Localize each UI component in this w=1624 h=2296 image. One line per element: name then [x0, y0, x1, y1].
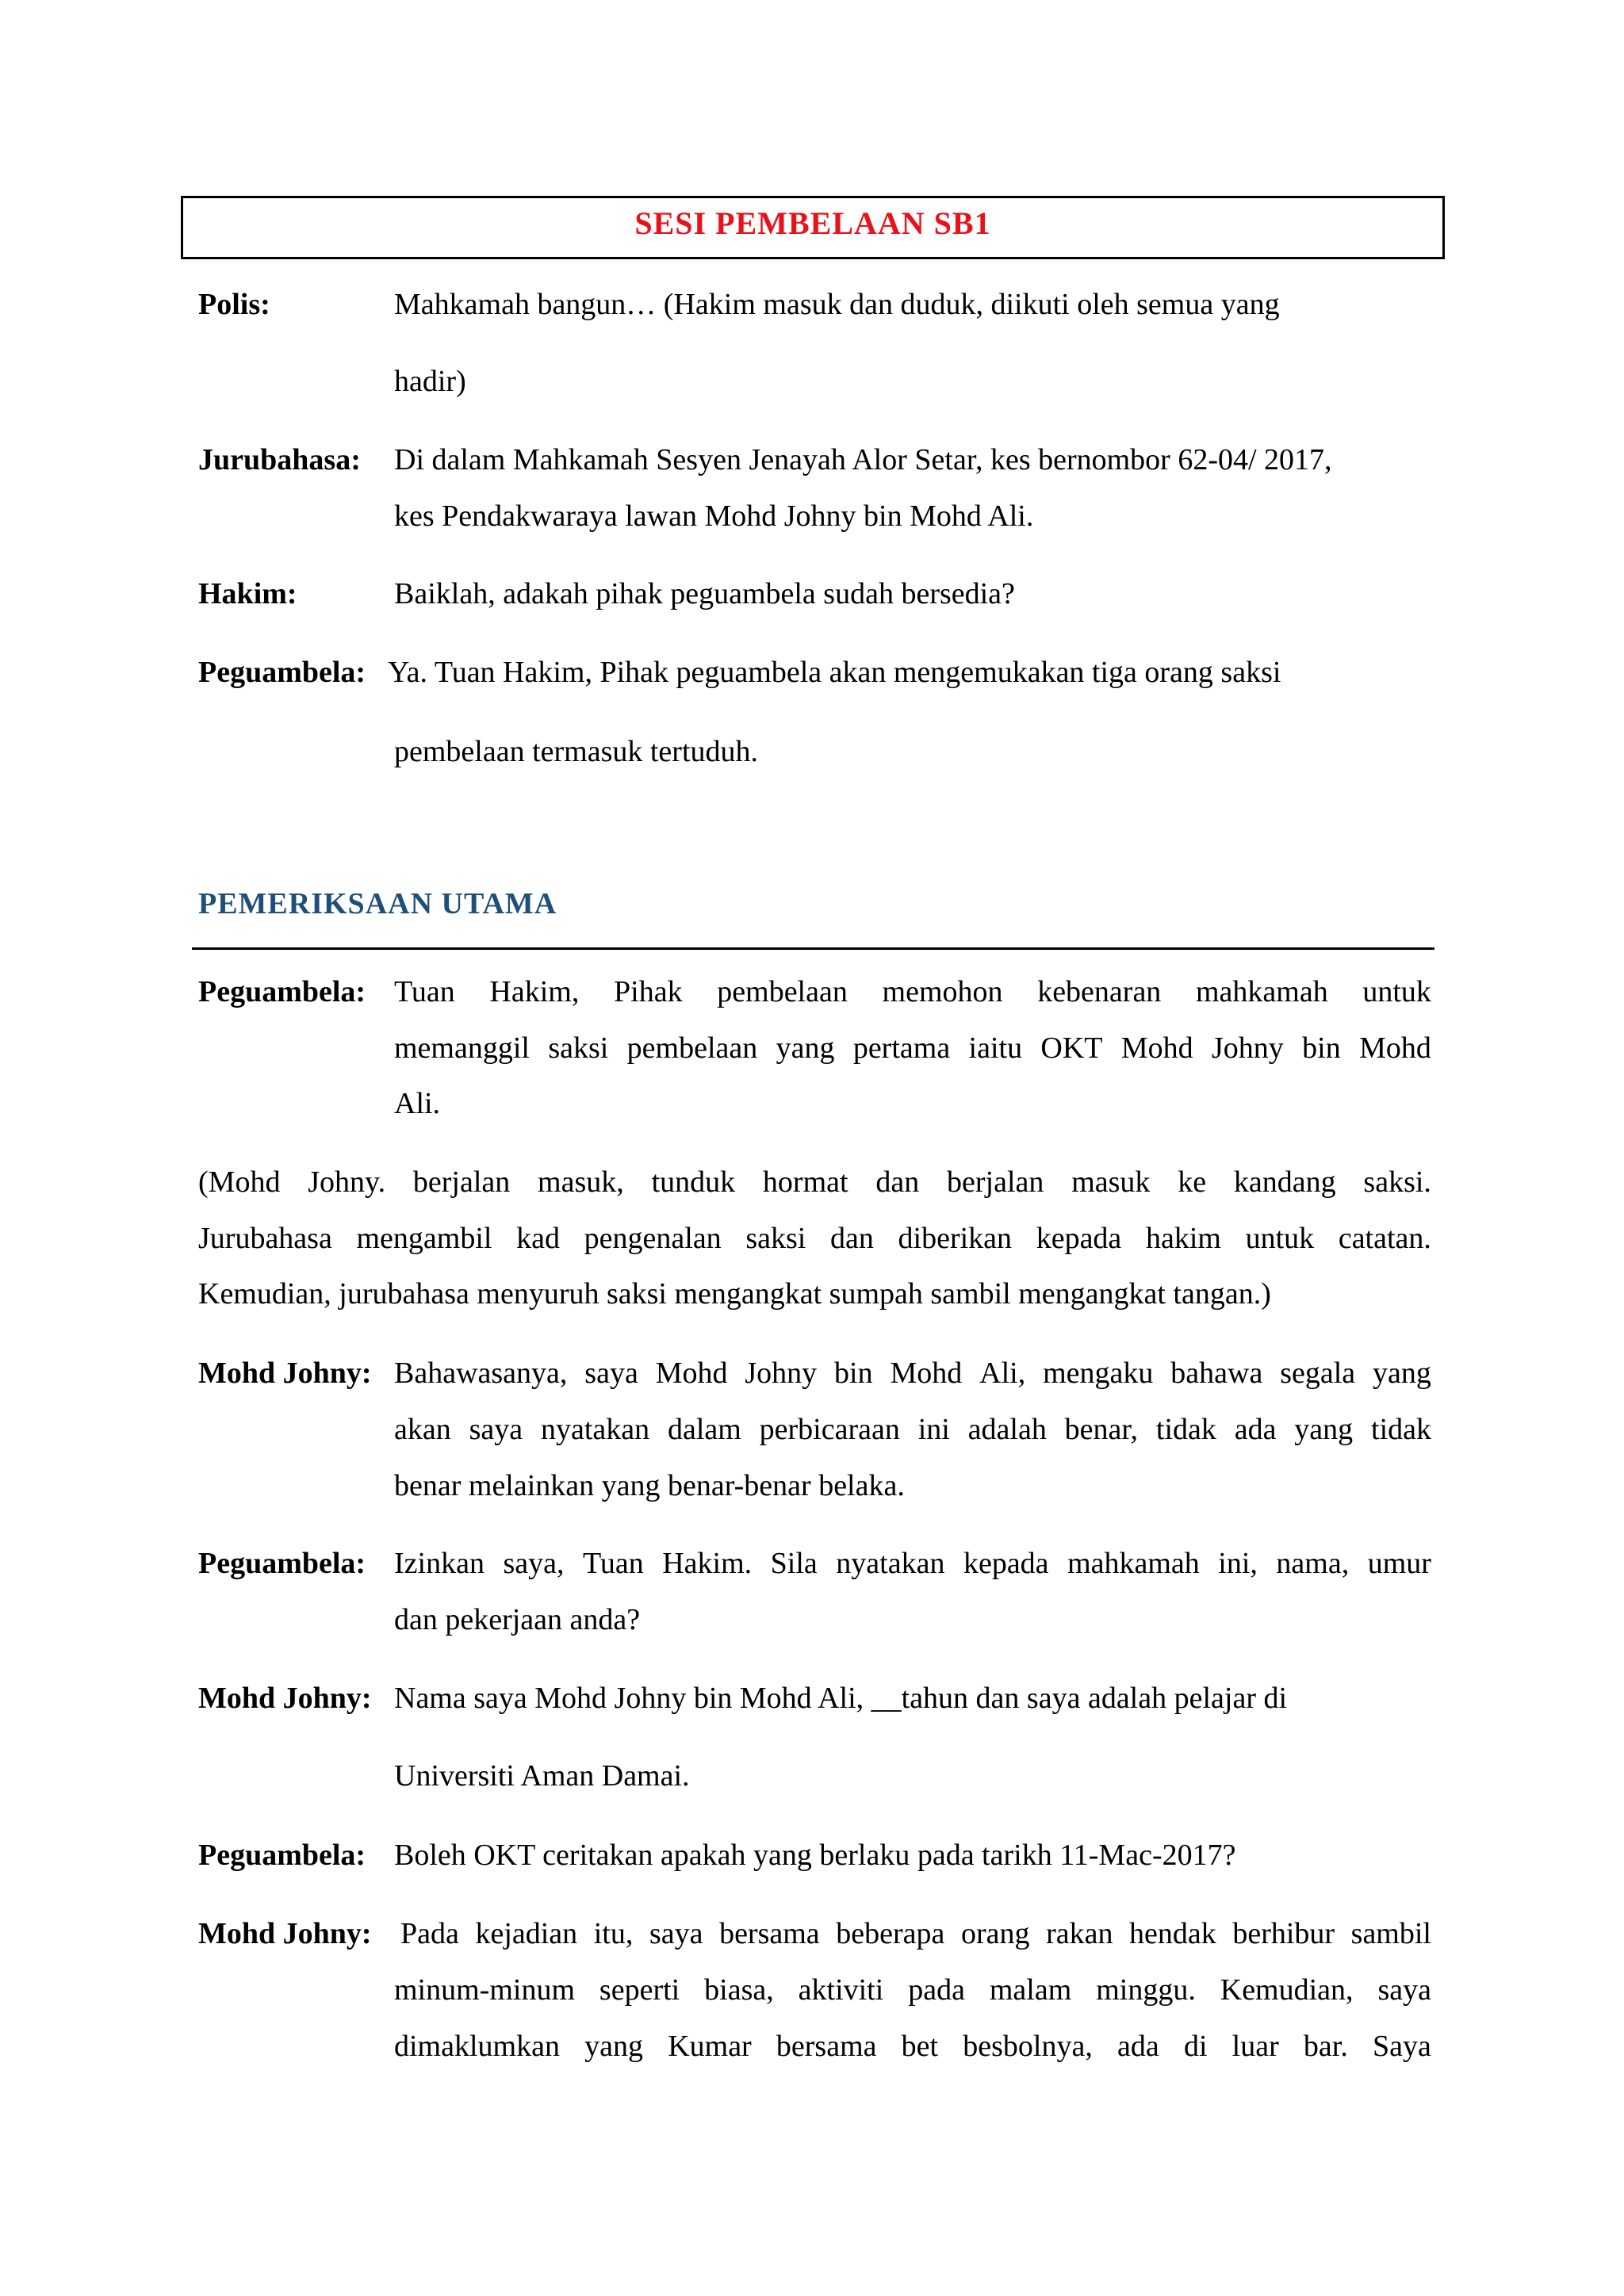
dialogue-line: Di dalam Mahkamah Sesyen Jenayah Alor Setar, kes bernombor 62-04/ 2017, — [394, 443, 1332, 476]
dialogue-line: dan pekerjaan anda? — [394, 1603, 641, 1636]
speaker-mohd-johny: Mohd Johny: — [198, 1357, 372, 1390]
dialogue-line: dimaklumkan yang Kumar bersama bet besbolnya, ada di luar bar. Saya — [394, 2030, 1431, 2063]
title-box — [181, 196, 1445, 259]
dialogue-line: minum-minum seperti biasa, aktiviti pada malam minggu. Kemudian, saya — [394, 1973, 1431, 2007]
dialogue-line: benar melainkan yang benar-benar belaka. — [394, 1469, 905, 1502]
dialogue-line: Ya. Tuan Hakim, Pihak peguambela akan mengemukakan tiga orang saksi — [388, 656, 1281, 689]
speaker-hakim: Hakim: — [198, 577, 297, 610]
dialogue-line: memanggil saksi pembelaan yang pertama iaitu OKT Mohd Johny bin Mohd — [394, 1031, 1431, 1065]
speaker-mohd-johny: Mohd Johny: — [198, 1682, 372, 1715]
stage-direction-line: Kemudian, jurubahasa menyuruh saksi mengangkat sumpah sambil mengangkat tangan.) — [198, 1277, 1271, 1311]
dialogue-line: Mahkamah bangun… (Hakim masuk dan duduk, diikuti oleh semua yang — [394, 288, 1280, 321]
speaker-peguambela: Peguambela: — [198, 1547, 366, 1580]
speaker-peguambela: Peguambela: — [198, 975, 366, 1008]
dialogue-line: Pada kejadian itu, saya bersama beberapa orang rakan hendak berhibur sambil — [400, 1917, 1431, 1950]
dialogue-line: Bahawasanya, saya Mohd Johny bin Mohd Ali, mengaku bahawa segala yang — [394, 1357, 1431, 1390]
section-heading: PEMERIKSAAN UTAMA — [198, 887, 557, 920]
page-title: SESI PEMBELAAN SB1 — [634, 205, 991, 241]
dialogue-line: Boleh OKT ceritakan apakah yang berlaku pada tarikh 11-Mac-2017? — [394, 1839, 1236, 1872]
dialogue-line: akan saya nyatakan dalam perbicaraan ini adalah benar, tidak ada yang tidak — [394, 1413, 1431, 1446]
dialogue-line: hadir) — [394, 365, 466, 398]
dialogue-line: kes Pendakwaraya lawan Mohd Johny bin Mohd Ali. — [394, 499, 1034, 533]
dialogue-line: Universiti Aman Damai. — [394, 1759, 690, 1793]
stage-direction-line: (Mohd Johny. berjalan masuk, tunduk hormat dan berjalan masuk ke kandang saksi. — [198, 1165, 1431, 1199]
speaker-peguambela: Peguambela: — [198, 656, 366, 689]
speaker-peguambela: Peguambela: — [198, 1839, 366, 1872]
dialogue-line: Baiklah, adakah pihak peguambela sudah bersedia? — [394, 577, 1015, 610]
stage-direction-line: Jurubahasa mengambil kad pengenalan saksi dan diberikan kepada hakim untuk catatan. — [198, 1222, 1431, 1255]
speaker-jurubahasa: Jurubahasa: — [198, 443, 361, 476]
dialogue-line: Izinkan saya, Tuan Hakim. Sila nyatakan kepada mahkamah ini, nama, umur — [394, 1547, 1431, 1580]
speaker-polis: Polis: — [198, 288, 270, 321]
section-divider — [192, 947, 1434, 950]
speaker-mohd-johny: Mohd Johny: — [198, 1917, 372, 1950]
dialogue-line: Nama saya Mohd Johny bin Mohd Ali, __tahun dan saya adalah pelajar di — [394, 1682, 1288, 1715]
dialogue-line: Ali. — [394, 1087, 441, 1120]
dialogue-line: Tuan Hakim, Pihak pembelaan memohon kebenaran mahkamah untuk — [394, 975, 1431, 1008]
dialogue-line: pembelaan termasuk tertuduh. — [394, 735, 759, 768]
